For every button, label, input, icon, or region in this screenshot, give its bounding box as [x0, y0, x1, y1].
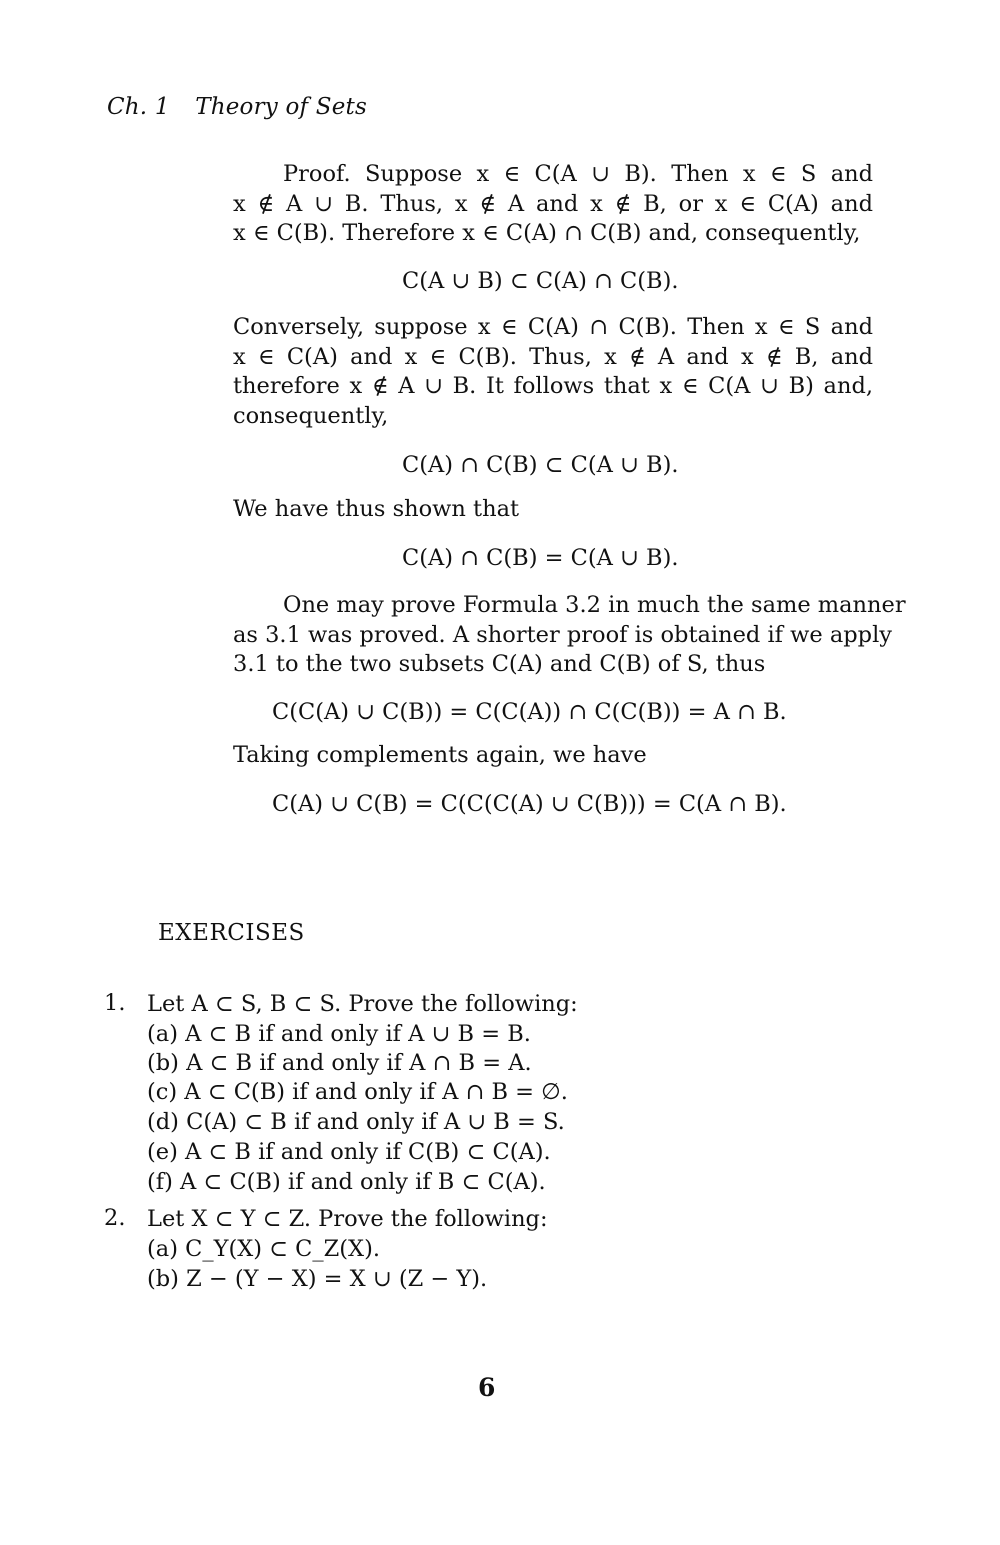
equation-3: C(A) ∩ C(B) = C(A ∪ B). — [402, 545, 679, 571]
text-line: Proof. Suppose x ∈ C(A ∪ B). Then x ∈ S and — [283, 161, 873, 187]
equation-5: C(A) ∪ C(B) = C(C(C(A) ∪ C(B))) = C(A ∩ B). — [272, 791, 787, 817]
exercise-line: Let X ⊂ Y ⊂ Z. Prove the following: — [147, 1206, 548, 1232]
text-line: as 3.1 was proved. A shorter proof is obtained if we apply — [233, 621, 892, 648]
exercise-number: 2. — [104, 1205, 126, 1231]
chapter-label: Ch. 1 — [107, 94, 170, 120]
exercise-line: (a) C_Y(X) ⊂ C_Z(X). — [147, 1236, 380, 1262]
running-header — [107, 94, 367, 120]
exercise-line: (c) A ⊂ C(B) if and only if A ∩ B = ∅. — [147, 1079, 568, 1105]
proof-paragraph-2 — [233, 313, 873, 431]
exercise-line: Let A ⊂ S, B ⊂ S. Prove the following: — [147, 991, 578, 1017]
text-line: x ∈ C(B). Therefore x ∈ C(A) ∩ C(B) and, consequently, — [233, 220, 861, 246]
text-line: consequently, — [233, 402, 389, 429]
exercise-line: (a) A ⊂ B if and only if A ∪ B = B. — [147, 1021, 531, 1047]
exercise-line: (e) A ⊂ B if and only if C(B) ⊂ C(A). — [147, 1139, 551, 1165]
equation-1: C(A ∪ B) ⊂ C(A) ∩ C(B). — [402, 268, 679, 294]
equation-2: C(A) ∩ C(B) ⊂ C(A ∪ B). — [402, 452, 679, 478]
exercise-line: (b) Z − (Y − X) = X ∪ (Z − Y). — [147, 1266, 488, 1292]
text-line: therefore x ∉ A ∪ B. It follows that x ∈ C(A ∪ B) and, — [233, 373, 873, 399]
page-number: 6 — [478, 1373, 496, 1402]
text-line: Conversely, suppose x ∈ C(A) ∩ C(B). Then x ∈ S and — [233, 314, 873, 340]
chapter-title: Theory of Sets — [195, 94, 367, 120]
proof-paragraph-3 — [233, 495, 873, 525]
exercise-number: 1. — [104, 990, 126, 1016]
paragraph-formula-3-2 — [233, 591, 906, 680]
text-line: One may prove Formula 3.2 in much the same manner — [283, 592, 906, 618]
text-line: x ∉ A ∪ B. Thus, x ∉ A and x ∉ B, or x ∈ C(A) and — [233, 190, 873, 217]
equation-4: C(C(A) ∪ C(B)) = C(C(A)) ∩ C(C(B)) = A ∩ B. — [272, 699, 787, 725]
paragraph-complements — [233, 741, 873, 771]
exercises-heading: EXERCISES — [158, 920, 305, 946]
text-line: x ∈ C(A) and x ∈ C(B). Thus, x ∉ A and x ∉ B, and — [233, 343, 873, 370]
proof-paragraph-1 — [233, 160, 873, 249]
text-line: Taking complements again, we have — [233, 742, 647, 768]
text-line: We have thus shown that — [233, 496, 520, 522]
exercise-line: (d) C(A) ⊂ B if and only if A ∪ B = S. — [147, 1109, 565, 1135]
exercise-line: (b) A ⊂ B if and only if A ∩ B = A. — [147, 1050, 532, 1076]
exercise-line: (f) A ⊂ C(B) if and only if B ⊂ C(A). — [147, 1169, 546, 1195]
text-line: 3.1 to the two subsets C(A) and C(B) of S, thus — [233, 651, 766, 677]
